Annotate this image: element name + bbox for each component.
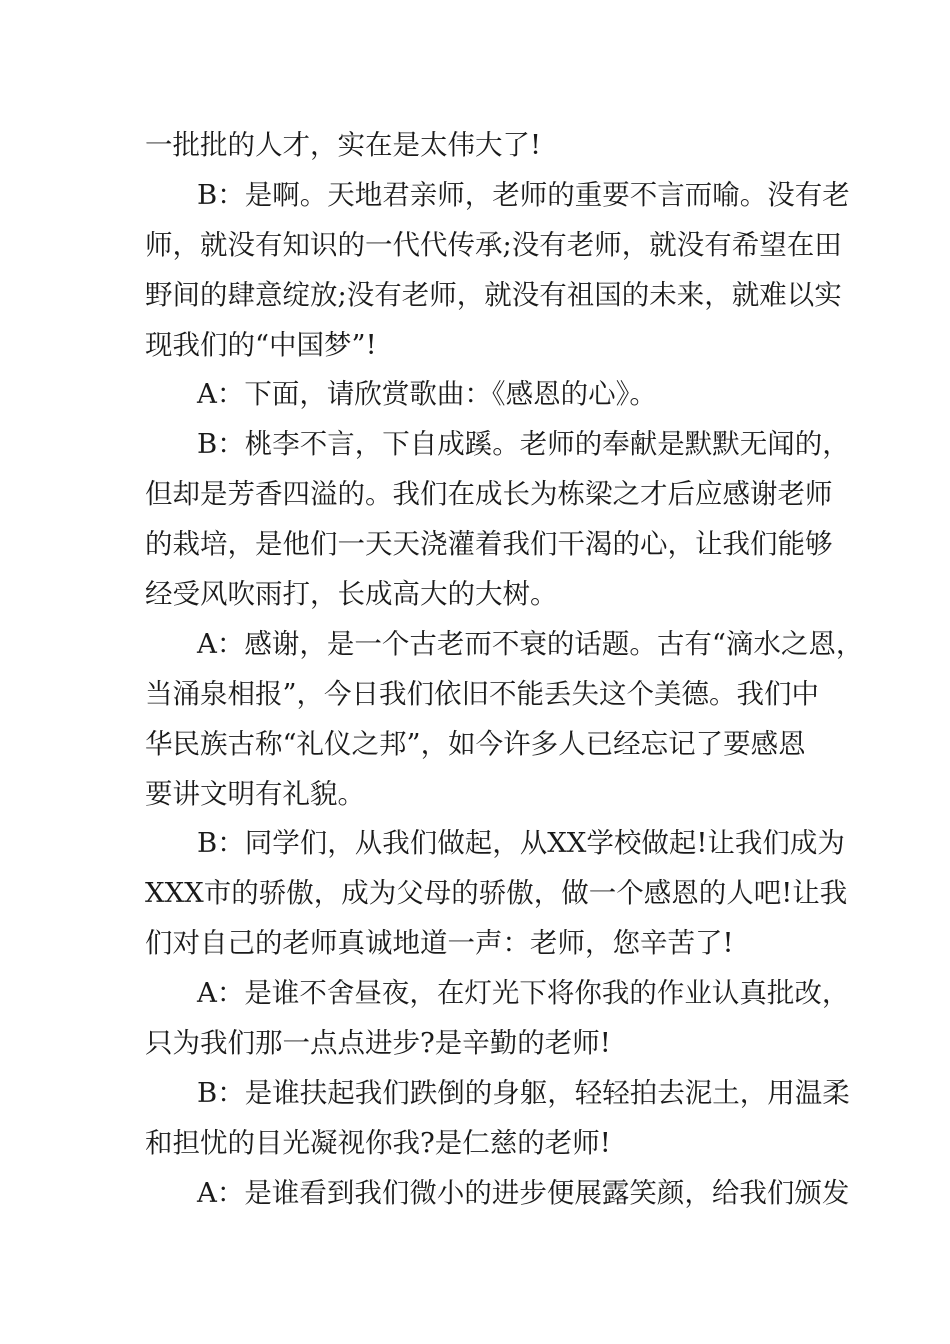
text-line: B：桃李不言，下自成蹊。老师的奉献是默默无闻的， (197, 428, 850, 461)
text-line: 当涌泉相报”，今日我们依旧不能丢失这个美德。我们中 (145, 677, 820, 710)
text-line: 们对自己的老师真诚地道一声：老师，您辛苦了! (145, 927, 734, 960)
text-line: 和担忧的目光凝视你我?是仁慈的老师! (145, 1126, 611, 1159)
text-line: B：是啊。天地君亲师，老师的重要不言而喻。没有老 (197, 178, 850, 211)
text-line: A：是谁不舍昼夜，在灯光下将你我的作业认真批改， (197, 977, 850, 1010)
document-body (145, 121, 864, 1219)
text-line: 只为我们那一点点进步?是辛勤的老师! (145, 1027, 611, 1060)
text-line: B：同学们，从我们做起，从XX学校做起!让我们成为 (197, 827, 845, 860)
text-line: 的栽培，是他们一天天浇灌着我们干渴的心，让我们能够 (145, 528, 833, 561)
text-line: B：是谁扶起我们跌倒的身躯，轻轻拍去泥土，用温柔 (197, 1076, 850, 1109)
text-line: 经受风吹雨打，长成高大的大树。 (145, 578, 558, 611)
text-line: XXX市的骄傲，成为父母的骄傲，做一个感恩的人吧!让我 (145, 877, 848, 910)
text-line: 一批批的人才，实在是太伟大了! (145, 129, 542, 161)
text-line: A：是谁看到我们微小的进步便展露笑颜，给我们颁发 (197, 1176, 850, 1209)
text-line: 现我们的“中国梦”! (145, 328, 377, 361)
text-line: A：感谢，是一个古老而不衰的话题。古有“滴水之恩， (197, 627, 864, 660)
text-line: 野间的肆意绽放;没有老师，就没有祖国的未来，就难以实 (145, 278, 842, 311)
text-line: 师，就没有知识的一代代传承;没有老师，就没有希望在田 (145, 228, 842, 261)
text-line: A：下面，请欣赏歌曲：《感恩的心》。 (197, 378, 657, 411)
text-line: 华民族古称“礼仪之邦”，如今许多人已经忘记了要感恩 (145, 727, 806, 760)
text-line: 要讲文明有礼貌。 (145, 777, 365, 810)
text-line: 但却是芳香四溢的。我们在成长为栋梁之才后应感谢老师 (145, 478, 833, 511)
